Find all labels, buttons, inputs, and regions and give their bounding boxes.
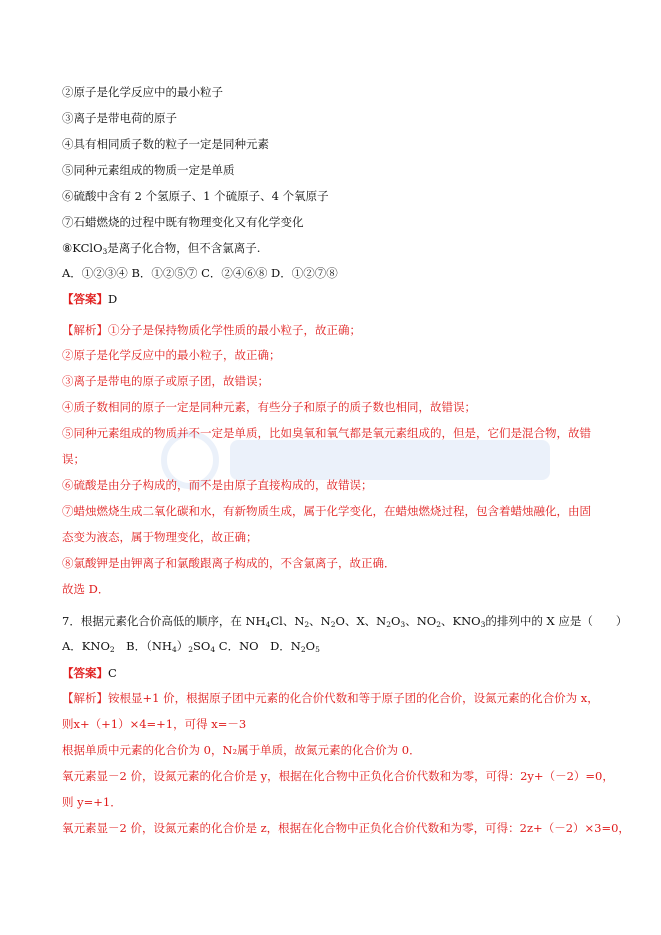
watermark-logo xyxy=(150,400,570,520)
q7-stem-sub: 2 xyxy=(330,620,336,629)
answer-value: C xyxy=(108,666,117,680)
q7-stem-text: 7．根据元素化合价高低的顺序，在 NH xyxy=(62,614,266,628)
q7-stem-text: 、N xyxy=(309,614,331,628)
q6-analysis-line: 【解析】①分子是保持物质化学性质的最小粒子，故正确； xyxy=(62,323,361,337)
q7-analysis-line: 则x+（+1）×4=+1，可得 x=－3 xyxy=(62,717,247,731)
statement-8-post: 是离子化合物，但不含氯离子. xyxy=(107,241,261,255)
q7-stem-sub: 3 xyxy=(480,620,486,629)
q7-stem-text: 、KNO xyxy=(440,614,481,628)
answer-value: D xyxy=(108,292,118,306)
q7-stem-sub: 2 xyxy=(386,620,391,629)
q7-analysis-line: 氧元素显－2 价，设氮元素的化合价是 z，根据在化合物中正负化合价代数和为零，可得：2z+（－2）×3=0， xyxy=(62,821,630,835)
q6-analysis-line: ④质子数相同的原子一定是同种元素，有些分子和原子的质子数也相同，故错误； xyxy=(62,400,476,414)
q7-answer xyxy=(62,665,117,681)
q7-stem-sub: 2 xyxy=(436,620,441,629)
statement-8-sub: 3 xyxy=(102,247,108,256)
answer-label: 【答案】 xyxy=(62,292,108,306)
q7-option-sub: 5 xyxy=(315,645,320,654)
statement-8 xyxy=(62,240,260,260)
q7-stem-text: 、NO xyxy=(405,614,437,628)
q7-stem-sub: 2 xyxy=(304,620,310,629)
q7-stem-sub: 4 xyxy=(265,620,271,629)
statement-6: ⑥硫酸中含有 2 个氢原子、1 个硫原子、4 个氧原子 xyxy=(62,189,329,203)
q7-analysis-line: 则 y=+1． xyxy=(62,795,122,809)
statement-4: ④具有相同质子数的粒子一定是同种元素 xyxy=(62,137,269,151)
statement-3: ③离子是带电荷的原子 xyxy=(62,111,177,125)
q6-analysis-line: ⑦蜡烛燃烧生成二氧化碳和水，有新物质生成，属于化学变化，在蜡烛燃烧过程，包含着蜡烛融化，由固 xyxy=(62,504,591,518)
q6-analysis-line: 态变为液态，属于物理变化，故正确； xyxy=(62,530,258,544)
q6-analysis-line: ③离子是带电的原子或原子团，故错误； xyxy=(62,374,269,388)
q7-option-text: ） xyxy=(176,639,189,653)
q7-option-text: SO xyxy=(193,639,211,653)
q6-options: A．①②③④ B．①②⑤⑦ C．②④⑥⑧ D．①②⑦⑧ xyxy=(62,266,338,280)
q7-option-sub: 2 xyxy=(109,645,115,654)
q7-analysis-line: 【解析】铵根显+1 价，根据原子团中元素的化合价代数和等于原子团的化合价，设氮元素的化合价为 x， xyxy=(62,691,599,705)
statement-2: ②原子是化学反应中的最小粒子 xyxy=(62,85,223,99)
q7-stem-text: Cl、N xyxy=(270,614,305,628)
q7-option-text: O xyxy=(305,639,316,653)
q7-analysis-line: 氧元素显－2 价，设氮元素的化合价是 y，根据在化合物中正负化合价代数和为零，可得：2y+（－2）=0， xyxy=(62,769,614,783)
statement-8-pre: ⑧KClO xyxy=(62,241,103,255)
q7-option-text: C．NO D．N xyxy=(215,639,301,653)
q6-analysis-line: ②原子是化学反应中的最小粒子，故正确； xyxy=(62,348,281,362)
answer-label: 【答案】 xyxy=(62,666,108,680)
q7-option-text: A．KNO xyxy=(62,639,110,653)
q7-options xyxy=(62,638,320,658)
q7-stem xyxy=(62,613,627,633)
q7-stem-text: 的排列中的 X 应是（ ） xyxy=(485,614,628,628)
q7-stem-text: O、X、N xyxy=(335,614,387,628)
q7-option-sub: 4 xyxy=(171,645,177,654)
q6-analysis-line: ⑥硫酸是由分子构成的，而不是由原子直接构成的，故错误； xyxy=(62,478,373,492)
q6-analysis-line: 误； xyxy=(62,452,85,466)
q7-stem-text: O xyxy=(390,614,401,628)
q7-option-sub: 4 xyxy=(210,645,216,654)
q6-analysis-line: ⑧氯酸钾是由钾离子和氯酸跟离子构成的，不含氯离子，故正确． xyxy=(62,556,396,570)
q6-answer xyxy=(62,291,117,307)
q6-analysis-line: 故选 D． xyxy=(62,582,110,596)
q7-analysis-line: 根据单质中元素的化合价为 0，N₂属于单质，故氮元素的化合价为 0． xyxy=(62,743,421,757)
statement-5: ⑤同种元素组成的物质一定是单质 xyxy=(62,163,235,177)
q7-stem-sub: 3 xyxy=(400,620,406,629)
q7-option-sub: 2 xyxy=(300,645,306,654)
q6-analysis-line: ⑤同种元素组成的物质并不一定是单质，比如臭氧和氧气都是氧元素组成的，但是，它们是混合物，故错 xyxy=(62,426,591,440)
statement-7: ⑦石蜡燃烧的过程中既有物理变化又有化学变化 xyxy=(62,215,304,229)
q7-option-sub: 2 xyxy=(188,645,194,654)
q7-option-text: B．（NH xyxy=(114,639,172,653)
